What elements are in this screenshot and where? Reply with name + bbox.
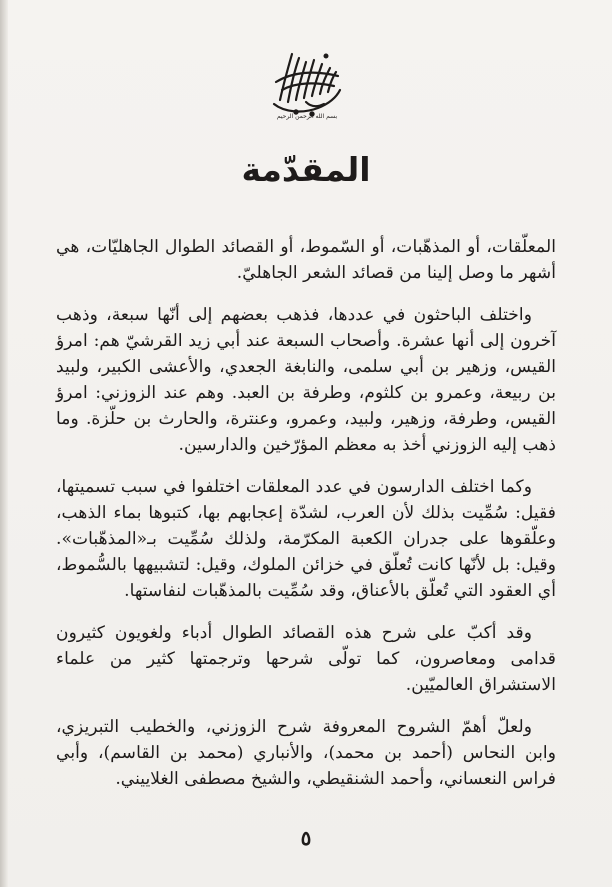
page-number: ٥ [300,826,312,850]
paragraph: وكما اختلف الدارسون في عدد المعلقات اختلفوا في سبب تسميتها، فقيل: سُمِّيت بذلك لأن العرب، لشدّة إعجابهم بها، كتبوها بماء الذهب، وعلّقوها على جدران الكعبة المكرّمة، ولذلك سُمِّيت بـ«المذهّبات». وقيل: بل لأنّها كانت تُعلّق في خزائن الملوك، وقيل: لتشبيهها بالسُّموط، أي العقود التي تُعلّق بالأعناق، وقد سُمِّيت بالمذهّبات لنفاستها. [56,477,556,601]
body-text [56,234,556,808]
page-title: المقدّمة [241,150,371,189]
basmala-calligraphy-icon [266,42,348,120]
paragraph: وقد أكبّ على شرح هذه القصائد الطوال أدباء ولغويون كثيرون قدامى ومعاصرون، كما تولّى شرحها وترجمتها كثير من علماء الاستشراق العالميّين. [56,623,556,695]
paragraph: المعلّقات، أو المذهّبات، أو السّموط، أو القصائد الطوال الجاهليّات، هي أشهر ما وصل إلينا من قصائد الشعر الجاهليّ. [56,237,556,283]
page-edge-shadow [0,0,8,887]
basmala-text: بسم الله الرحمن الرحيم [276,113,338,120]
paragraph: واختلف الباحثون في عددها، فذهب بعضهم إلى أنّها سبعة، وذهب آخرون إلى أنها عشرة. وأصحاب السبعة عند أبي زيد القرشيّ هم: امرؤ القيس، وزهير بن أبي سلمى، والنابغة الجعدي، والأعشى الكبير، ولبيد بن ربيعة، وعمرو بن كلثوم، وطرفة بن العبد. وهم عند الزوزني: امرؤ القيس، وطرفة، وزهير، ولبيد، وعمرو، وعنترة، والحارث بن حلّزة. وما ذهب إليه الزوزني أخذ به معظم المؤرّخين والدارسين. [56,305,556,455]
paragraph: ولعلّ أهمّ الشروح المعروفة شرح الزوزني، والخطيب التبريزي، وابن النحاس (أحمد بن محمد)، والأنباري (محمد بن القاسم)، وأبي فراس النعساني، وأحمد الشنقيطي، والشيخ مصطفى الغلاييني. [56,717,556,789]
